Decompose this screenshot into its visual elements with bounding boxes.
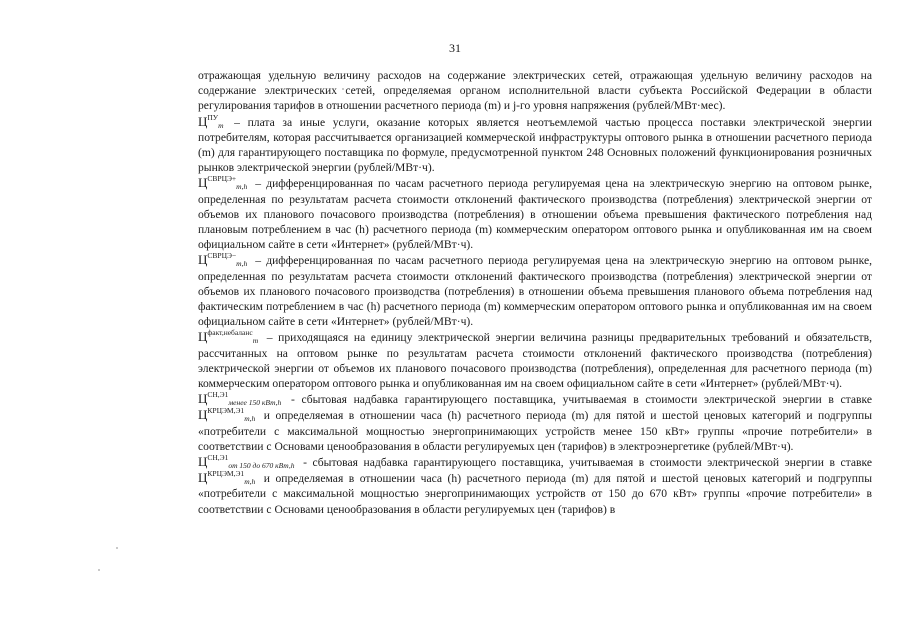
definition-text: - сбытовая надбавка гарантирующего поставщика, учитываемая в стоимости электрической энергии в ставке	[297, 456, 872, 470]
definition-sn-less-150	[198, 391, 872, 454]
scan-artifact	[116, 547, 118, 549]
definition-sn-150-670	[198, 454, 872, 517]
definition-svrce-plus	[198, 175, 872, 252]
definition-text: - сбытовая надбавка гарантирующего поставщика, учитываемая в стоимости электрической энергии в ставке	[284, 393, 872, 407]
formula-symbol: $Ц^{СВРЦЭ+}_{m,h}$	[198, 174, 248, 192]
definition-pu	[198, 114, 872, 176]
formula-symbol: $Ц^{СН,Э1}_{менее 150 кВт,h}$	[198, 390, 282, 408]
scan-artifact	[98, 569, 100, 571]
definition-svrce-minus	[198, 252, 872, 329]
inline-formula-symbol: $Ц^{КРЦЭМ,Э1}_{m,h}$	[198, 406, 256, 424]
definition-fakt-nebalans	[198, 329, 872, 391]
definition-text: – плата за иные услуги, оказание которых является неотъемлемой частью процесса поставки электрической энергии потребителям, которая рассчитывается организацией коммерческой инфраструктуры оптового рынка в отношении расчетного периода (m) для гарантирующего поставщика по формуле, предусмотренной пунктом 248 Основных положений функционирования розничных рынков электрической энергии (рублей/МВт·ч).	[198, 115, 872, 175]
inline-formula-symbol: $Ц^{КРЦЭМ,Э1}_{m,h}$	[198, 469, 256, 487]
formula-symbol: $Ц^{ПУ}_m$	[198, 112, 224, 130]
page-number: 31	[449, 41, 461, 55]
definition-text: – приходящаяся на единицу электрической энергии величина разницы предварительных требований и обязательств, рассчитанных на оптовом рынке по результатам расчета стоимости отклонений фактического производства (потребления) электрической энергии от объемов их планового почасового производства (потребления), определенная для расчетного периода (m) коммерческим оператором оптового рынка и опубликованная им на своем официальном сайте в сети «Интернет» (рублей/МВт·ч).	[198, 331, 872, 391]
formula-symbol: $Ц^{факт,небаланс}_m$	[198, 328, 259, 346]
formula-symbol: $Ц^{СВРЦЭ-}_{m,h}$	[198, 251, 248, 269]
formula-symbol: $Ц^{СН,Э1}_{от 150 до 670 кВт,h}$	[198, 453, 295, 471]
document-body	[198, 68, 872, 517]
definition-text: – дифференцированная по часам расчетного периода регулируемая цена на электрическую энергию на оптовом рынке, определенная по результатам расчета стоимости отклонений фактического производства (потребления) электрической энергии от объемов их планового почасового производства (потребления) в отношении объема превышения фактического потребления над плановым потреблением в час (h) расчетного периода (m) коммерческим оператором оптового рынка и опубликованная им на своем официальном сайте в сети «Интернет» (рублей/МВт·ч).	[198, 177, 872, 252]
intro-paragraph: отражающая удельную величину расходов на содержание электрических сетей, отражающая удельную величину расходов на содержание электрических сетей, определяемая органом исполнительной власти субъекта Российской Федерации в области регулирования тарифов в отношении расчетного периода (m) и j-го уровня напряжения (рублей/МВт·мес).	[198, 69, 872, 113]
definition-text: и определяемая в отношении часа (h) расчетного периода (m) для пятой и шестой ценовых категорий и подгруппы «потребители с максимальной мощностью энергопринимающих устройств менее 150 кВт» группы «прочие потребители» в соответствии с Основами ценообразования в области регулируемых цен (тарифов) в электроэнергетике (рублей/МВт·ч).	[198, 409, 872, 453]
definition-text: – дифференцированная по часам расчетного периода регулируемая цена на электрическую энергию на оптовом рынке, определенная по результатам расчета стоимости отклонений фактического производства (потребления) электрической энергии от объемов их планового почасового производства (потребления) в отношении объема превышения планового объема потребления над фактическим потреблением в час (h) расчетного периода (m) коммерческим оператором оптового рынка и опубликованная им на своем официальном сайте в сети «Интернет» (рублей/МВт·ч).	[198, 254, 872, 329]
definition-text: и определяемая в отношении часа (h) расчетного периода (m) для пятой и шестой ценовых категорий и подгруппы «потребители с максимальной мощностью энергопринимающих устройств от 150 до 670 кВт» группы «прочие потребители» в соответствии с Основами ценообразования в области регулируемых цен (тарифов) в	[198, 472, 872, 516]
